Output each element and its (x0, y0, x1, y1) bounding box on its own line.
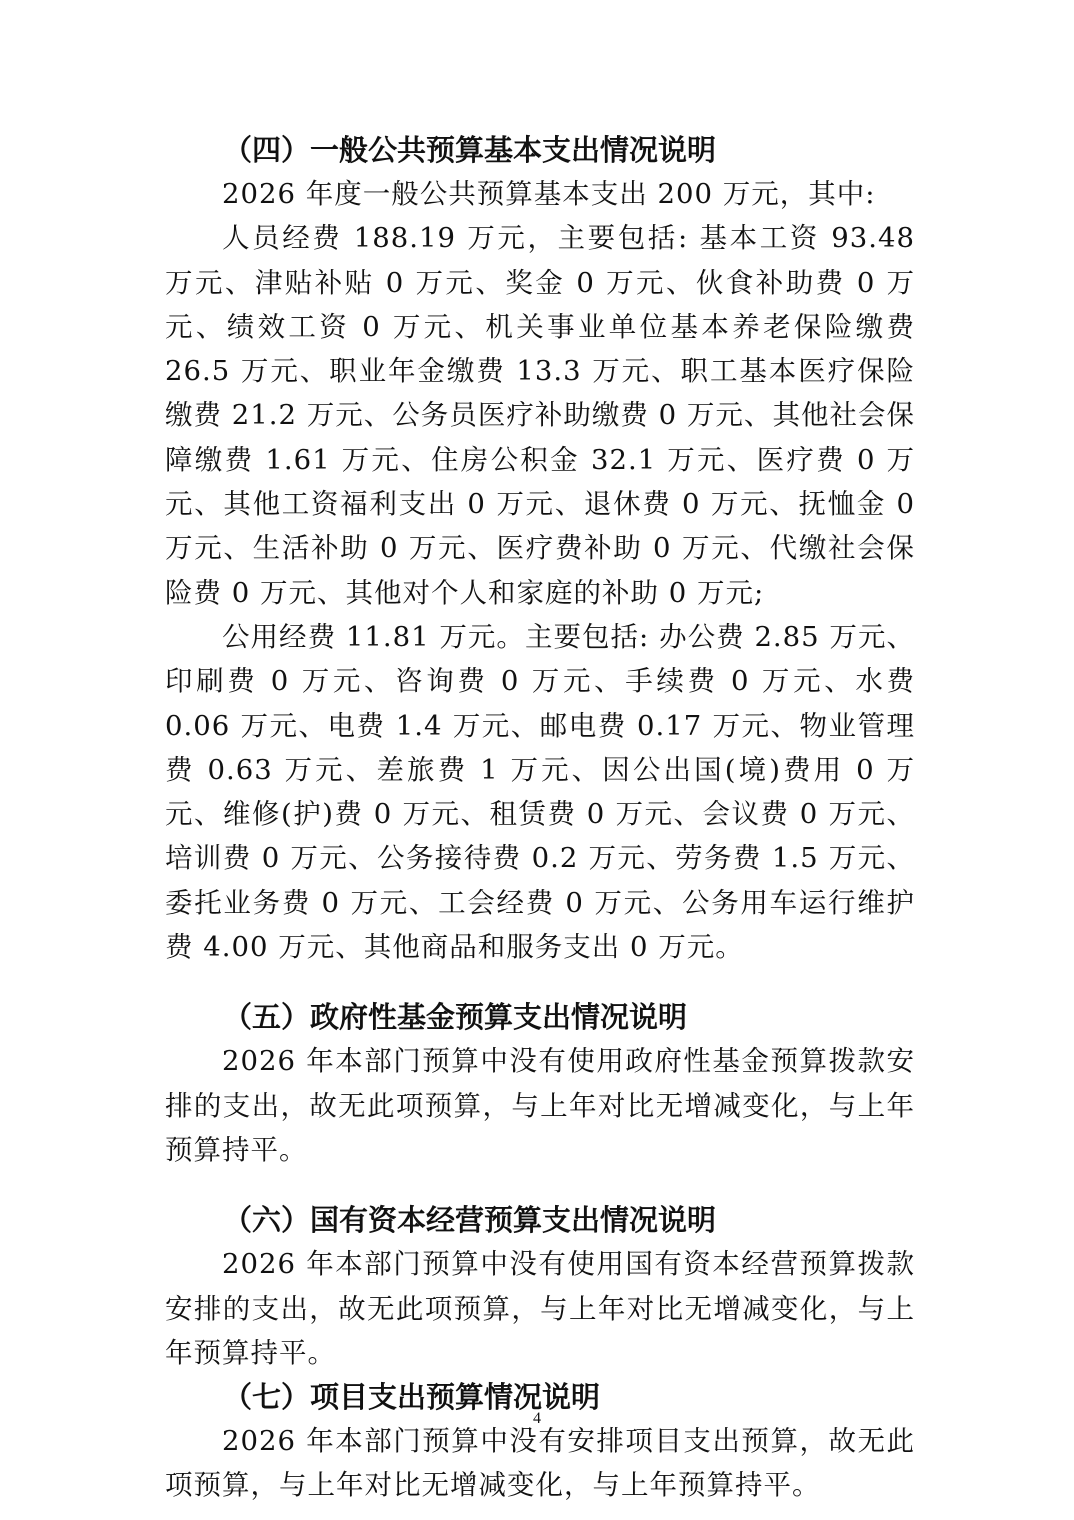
section-4-paragraph-total: 2026 年度一般公共预算基本支出 200 万元，其中: (222, 178, 876, 210)
spacer (165, 1172, 915, 1198)
section-7-heading: （七）项目支出预算情况说明 (223, 1380, 601, 1415)
section-4-paragraph-personnel: 人员经费 188.19 万元，主要包括: 基本工资 93.48 万元、津贴补贴 0 万元、奖金 0 万元、伙食补助费 0 万元、绩效工资 0 万元、机关事业单位基本养老保险缴费 26.5 万元、职业年金缴费 13.3 万元、职工基本医疗保险缴费 21.2 万元、公务员医疗补助缴费 0 万元、其他社会保障缴费 1.61 万元、住房公积金 32.1 万元、医疗费 0 万元、其他工资福利支出 0 万元、退休费 0 万元、抚恤金 0 万元、生活补助 0 万元、医疗费补助 0 万元、代缴社会保险费 0 万元、其他对个人和家庭的补助 0 万元; (165, 222, 915, 609)
spacer (165, 969, 915, 995)
section-7-paragraph: 2026 年本部门预算中没有安排项目支出预算，故无此项预算，与上年对比无增减变化，与上年预算持平。 (165, 1425, 915, 1502)
page-number: 4 (533, 1410, 541, 1427)
section-5-heading: （五）政府性基金预算支出情况说明 (223, 1000, 688, 1035)
document-page (165, 128, 915, 1508)
section-4-heading: （四）一般公共预算基本支出情况说明 (223, 133, 717, 167)
section-6-heading: （六）国有资本经营预算支出情况说明 (223, 1203, 717, 1238)
section-4-paragraph-public: 公用经费 11.81 万元。主要包括: 办公费 2.85 万元、印刷费 0 万元、咨询费 0 万元、手续费 0 万元、水费 0.06 万元、电费 1.4 万元、邮电费 0.17 万元、物业管理费 0.63 万元、差旅费 1 万元、因公出国(境)费用 0 万元、维修(护)费 0 万元、租赁费 0 万元、会议费 0 万元、培训费 0 万元、公务接待费 0.2 万元、劳务费 1.5 万元、委托业务费 0 万元、工会经费 0 万元、公务用车运行维护费 4.00 万元、其他商品和服务支出 0 万元。 (165, 620, 915, 964)
section-5-paragraph: 2026 年本部门预算中没有使用政府性基金预算拨款安排的支出，故无此项预算，与上年对比无增减变化，与上年预算持平。 (165, 1045, 915, 1166)
section-6-paragraph: 2026 年本部门预算中没有使用国有资本经营预算拨款安排的支出，故无此项预算，与上年对比无增减变化，与上年预算持平。 (165, 1248, 915, 1369)
